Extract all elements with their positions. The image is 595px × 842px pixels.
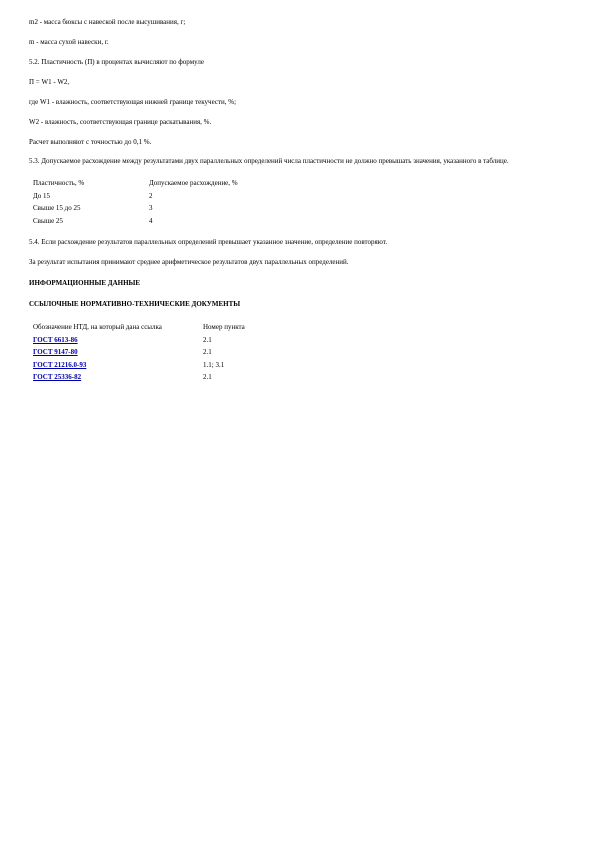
table-row	[33, 346, 245, 359]
table-header-row	[33, 177, 238, 190]
table-row	[33, 334, 245, 347]
table-cell: 2.1	[203, 373, 212, 381]
gost-link[interactable]: ГОСТ 9147-80	[33, 348, 78, 356]
info-heading: ИНФОРМАЦИОННЫЕ ДАННЫЕ	[29, 279, 141, 287]
table-header-row	[33, 321, 245, 334]
table-row	[33, 190, 238, 203]
text-result: За результат испытания принимают среднее арифметическое результатов двух параллельных определений.	[29, 258, 349, 266]
table-cell	[33, 371, 203, 384]
text-w2: W2 - влажность, соответствующая границе раскатывания, %.	[29, 118, 212, 126]
text-m: m - масса сухой навески, г.	[29, 38, 109, 46]
table-cell: До 15	[33, 191, 51, 200]
gost-link[interactable]: ГОСТ 21216.0-93	[33, 360, 87, 369]
table-cell	[33, 346, 203, 359]
clause-5-3: 5.3. Допускаемое расхождение между результатами двух параллельных определений числа пластичности не должно превышать значения, указанного в таблице.	[29, 157, 509, 165]
table-cell: 2.1	[203, 335, 212, 344]
gost-link[interactable]: ГОСТ 25336-82	[33, 373, 82, 381]
table-header-cell: Номер пункта	[203, 323, 245, 331]
table-row	[33, 215, 238, 228]
tolerance-table	[33, 177, 238, 227]
table-cell: Свыше 25	[33, 216, 63, 225]
plasticity-formula: П = W1 - W2,	[29, 78, 70, 86]
table-cell: 1.1; 3.1	[203, 360, 225, 369]
references-heading: ССЫЛОЧНЫЕ НОРМАТИВНО-ТЕХНИЧЕСКИЕ ДОКУМЕНТЫ	[29, 300, 241, 308]
table-header-cell: Обозначение НТД, на который дана ссылка	[33, 323, 162, 331]
table-cell: 3	[149, 204, 153, 212]
table-cell: 2	[149, 191, 153, 200]
clause-5-2: 5.2. Пластичность (П) в процентах вычисляют по формуле	[29, 58, 204, 66]
text-w1: где W1 - влажность, соответствующая нижней границе текучести, %;	[29, 98, 237, 106]
table-header-cell: Пластичность, %	[33, 179, 85, 187]
table-row	[33, 202, 238, 215]
gost-link[interactable]: ГОСТ 6613-86	[33, 335, 78, 344]
document-page	[29, 18, 574, 384]
table-cell	[33, 334, 203, 347]
table-header-cell: Допускаемое расхождение, %	[149, 179, 238, 187]
table-cell	[33, 359, 203, 372]
table-cell: 4	[149, 216, 153, 225]
clause-5-4: 5.4. Если расхождение результатов параллельных определений превышает указанное значение, определение повторяют.	[29, 238, 388, 246]
table-row	[33, 359, 245, 372]
text-accuracy: Расчет выполняют с точностью до 0,1 %.	[29, 138, 152, 146]
table-row	[33, 371, 245, 384]
table-cell: 2.1	[203, 348, 212, 356]
references-table	[33, 321, 245, 384]
text-m2: m2 - масса бюксы с навеской после высушивания, г;	[29, 18, 186, 26]
table-cell: Свыше 15 до 25	[33, 204, 81, 212]
